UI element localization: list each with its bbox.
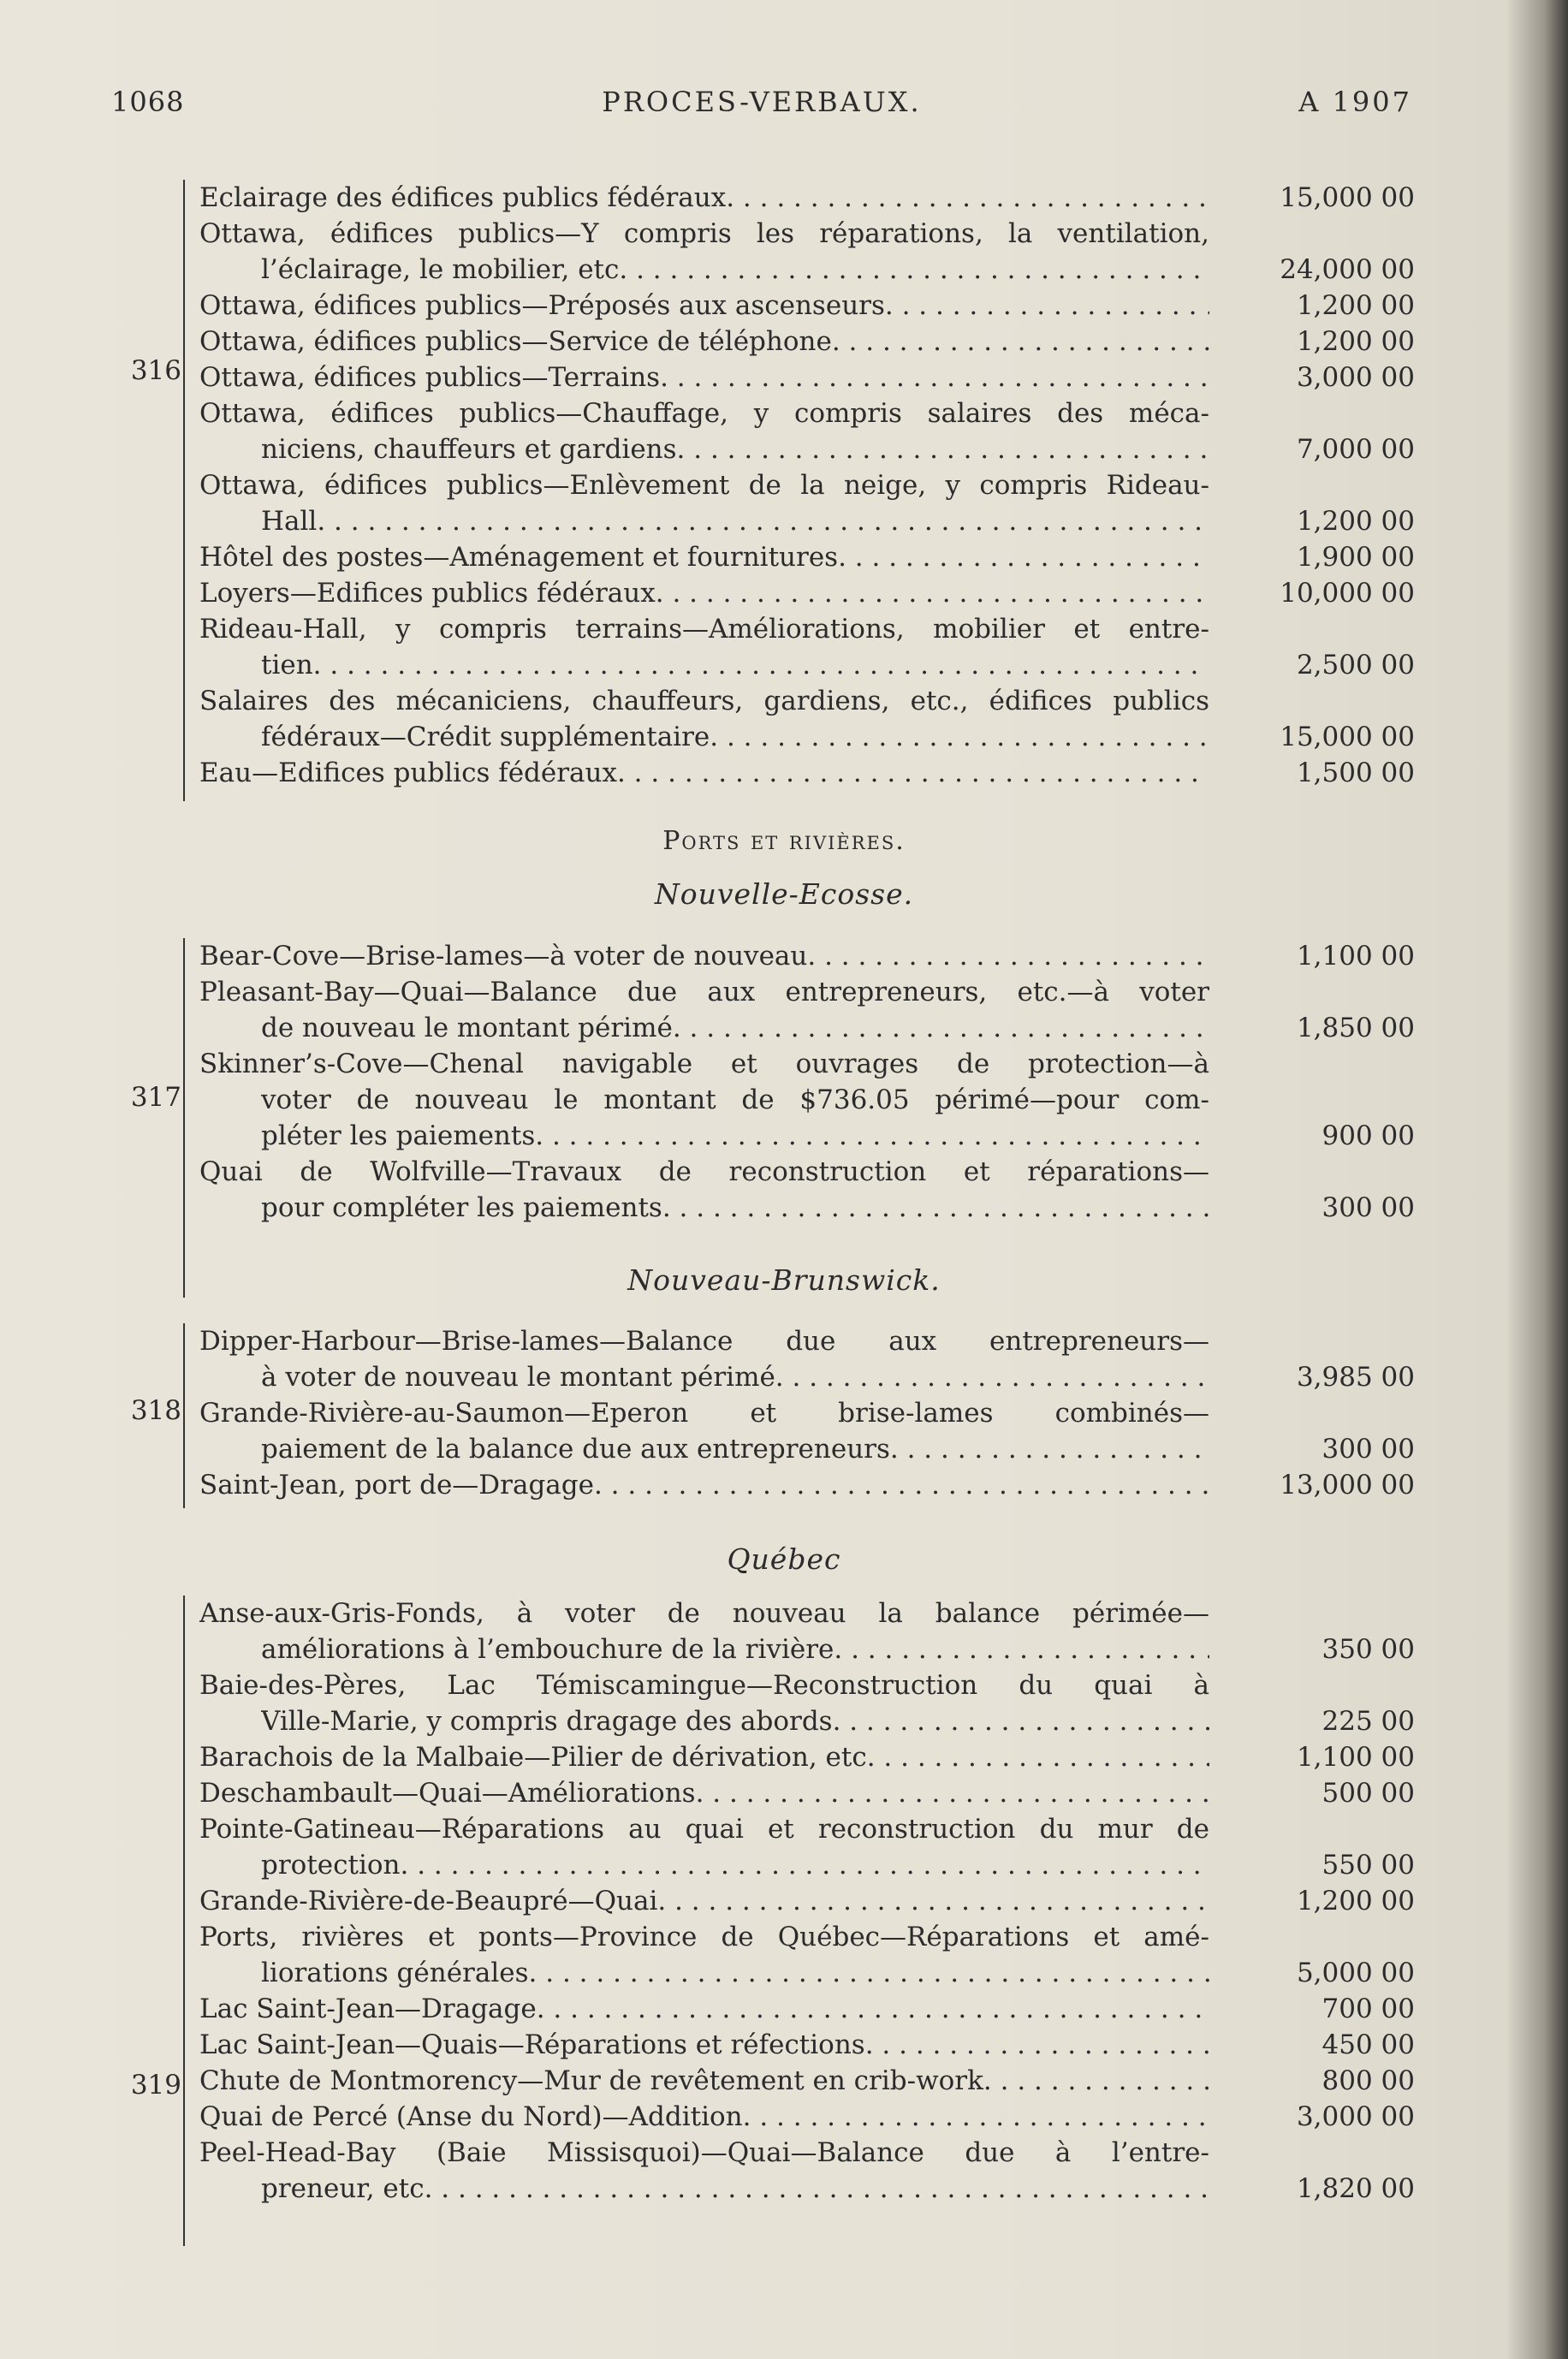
entry-line: Anse-aux-Gris-Fonds, à voter de nouveau la balance périmée—: [199, 1598, 1209, 1629]
entry-line: Lac Saint-Jean—Dragage. . . . .: [199, 1991, 1209, 2027]
entry-line: Bear-Cove—Brise-lames—à voter de nouveau. . . . .: [199, 938, 1209, 974]
entry-line: protection. . . . .: [261, 1847, 1209, 1883]
page-title: PROCES-VERBAUX.: [602, 86, 922, 118]
entry-line: pour compléter les paiements. . . . .: [261, 1190, 1209, 1226]
entry-line: Salaires des mécaniciens, chauffeurs, gardiens, etc., édifices publics: [199, 686, 1209, 716]
amount: 1,820 00: [1296, 2173, 1415, 2204]
entry-line: l’éclairage, le mobilier, etc. . . . .: [261, 252, 1209, 288]
section-title: Ports et rivières.: [662, 826, 906, 856]
amount: 1,900 00: [1296, 542, 1415, 573]
amount: 700 00: [1322, 1994, 1415, 2024]
amount: 450 00: [1322, 2029, 1415, 2060]
section-title: Québec: [727, 1542, 841, 1576]
amount: 1,200 00: [1296, 506, 1415, 537]
amount: 24,000 00: [1280, 254, 1415, 285]
entry-line: Hall. . . . .: [261, 503, 1209, 539]
entry-line: preneur, etc. . . . .: [261, 2171, 1209, 2207]
entry-line: Saint-Jean, port de—Dragage. . . . .: [199, 1467, 1209, 1503]
entry-line: améliorations à l’embouchure de la rivière. . . . .: [261, 1631, 1209, 1667]
amount: 3,000 00: [1296, 2101, 1415, 2132]
entry-line: Lac Saint-Jean—Quais—Réparations et réfections. . . . .: [199, 2027, 1209, 2063]
entry-line: voter de nouveau le montant de $736.05 périmé—pour com-: [261, 1084, 1209, 1115]
entry-line: Quai de Wolfville—Travaux de reconstruction et réparations—: [199, 1156, 1209, 1187]
brace: [183, 938, 193, 1298]
entry-line: Ville-Marie, y compris dragage des abords. . . . .: [261, 1703, 1209, 1739]
amount: 7,000 00: [1296, 434, 1415, 465]
amount: 550 00: [1322, 1850, 1415, 1881]
entry-line: Baie-des-Pères, Lac Témiscamingue—Reconstruction du quai à: [199, 1670, 1209, 1701]
amount: 3,985 00: [1296, 1362, 1415, 1393]
amount: 15,000 00: [1280, 722, 1415, 752]
brace: [183, 1595, 193, 2246]
amount: 1,100 00: [1296, 1742, 1415, 1773]
section-title: Nouveau-Brunswick.: [627, 1263, 941, 1297]
brace: [183, 1323, 193, 1508]
group-number: 317: [130, 1082, 181, 1113]
entry-line: Rideau-Hall, y compris terrains—Améliorations, mobilier et entre-: [199, 614, 1209, 645]
amount: 300 00: [1322, 1434, 1415, 1465]
amount: 1,850 00: [1296, 1013, 1415, 1043]
entry-line: Deschambault—Quai—Améliorations. . . . .: [199, 1775, 1209, 1811]
entry-line: Skinner’s-Cove—Chenal navigable et ouvrages de protection—à: [199, 1049, 1209, 1079]
entry-line: Pointe-Gatineau—Réparations au quai et reconstruction du mur de: [199, 1814, 1209, 1845]
entry-line: Ottawa, édifices publics—Terrains. . . . .: [199, 359, 1209, 395]
page-year: A 1907: [1298, 86, 1412, 118]
amount: 1,100 00: [1296, 941, 1415, 972]
amount: 10,000 00: [1280, 578, 1415, 609]
amount: 2,500 00: [1296, 650, 1415, 680]
group-number: 319: [130, 2070, 181, 2101]
entry-line: tien. . . . .: [261, 647, 1209, 683]
entry-line: Eclairage des édifices publics fédéraux. . . . . 15,000 00: [199, 180, 1415, 216]
entry-line: Grande-Rivière-de-Beaupré—Quai. . . . .: [199, 1883, 1209, 1919]
entry-line: niciens, chauffeurs et gardiens. . . . .: [261, 431, 1209, 467]
entry-line: Dipper-Harbour—Brise-lames—Balance due aux entrepreneurs—: [199, 1326, 1209, 1357]
amount: 350 00: [1322, 1634, 1415, 1665]
amount: 500 00: [1322, 1778, 1415, 1809]
entry-line: Hôtel des postes—Aménagement et fournitures. . . . .: [199, 539, 1209, 575]
amount: 5,000 00: [1296, 1958, 1415, 1988]
entry-line: liorations générales. . . . .: [261, 1955, 1209, 1991]
amount: 1,500 00: [1296, 758, 1415, 788]
entry-line: paiement de la balance due aux entrepreneurs. . . . .: [261, 1431, 1209, 1467]
amount: 15,000 00: [1280, 182, 1415, 213]
entry-line: à voter de nouveau le montant périmé. . . . .: [261, 1359, 1209, 1395]
entry-line: Quai de Percé (Anse du Nord)—Addition. . . . .: [199, 2099, 1209, 2135]
entry-line: Chute de Montmorency—Mur de revêtement en crib-work. . . . .: [199, 2063, 1209, 2099]
entry-line: Barachois de la Malbaie—Pilier de dérivation, etc. . . . .: [199, 1739, 1209, 1775]
entry-line: Ottawa, édifices publics—Service de téléphone. . . . .: [199, 324, 1209, 359]
entry-line: Grande-Rivière-au-Saumon—Eperon et brise-lames combinés—: [199, 1398, 1209, 1429]
entry-line: Loyers—Edifices publics fédéraux. . . . .: [199, 575, 1209, 611]
entry-line: Ottawa, édifices publics—Enlèvement de la neige, y compris Rideau-: [199, 470, 1209, 501]
entry-line: Ottawa, édifices publics—Chauffage, y compris salaires des méca-: [199, 398, 1209, 429]
group-number: 318: [130, 1395, 181, 1426]
amount: 300 00: [1322, 1192, 1415, 1223]
entry-line: de nouveau le montant périmé. . . . .: [261, 1010, 1209, 1046]
amount: 13,000 00: [1280, 1470, 1415, 1500]
amount: 800 00: [1322, 2065, 1415, 2096]
page-header: [111, 86, 1412, 128]
entry: [199, 180, 1415, 791]
entry-line: Ottawa, édifices publics—Y compris les réparations, la ventilation,: [199, 218, 1209, 249]
amount: 1,200 00: [1296, 290, 1415, 321]
amount: 1,200 00: [1296, 1886, 1415, 1916]
entry-line: Eau—Edifices publics fédéraux. . . . .: [199, 755, 1209, 791]
amount: 225 00: [1322, 1706, 1415, 1737]
entry-line: Ports, rivières et ponts—Province de Québec—Réparations et amé-: [199, 1922, 1209, 1952]
group-number: 316: [130, 355, 181, 386]
brace: [183, 180, 193, 801]
entry-line: Peel-Head-Bay (Baie Missisquoi)—Quai—Balance due à l’entre-: [199, 2137, 1209, 2168]
entry-line: pléter les paiements. . . . .: [261, 1118, 1209, 1154]
entry: [199, 1323, 1415, 1503]
entry-line: Pleasant-Bay—Quai—Balance due aux entrepreneurs, etc.—à voter: [199, 977, 1209, 1007]
entry-line: Ottawa, édifices publics—Préposés aux ascenseurs. . . . .: [199, 288, 1209, 324]
amount: 3,000 00: [1296, 362, 1415, 393]
entry: [199, 938, 1415, 1226]
section-title: Nouvelle-Ecosse.: [654, 877, 914, 911]
amount: 1,200 00: [1296, 326, 1415, 357]
page-number: 1068: [111, 86, 185, 118]
entry: [199, 1595, 1415, 2207]
entry-line: fédéraux—Crédit supplémentaire. . . . .: [261, 719, 1209, 755]
amount: 900 00: [1322, 1120, 1415, 1151]
